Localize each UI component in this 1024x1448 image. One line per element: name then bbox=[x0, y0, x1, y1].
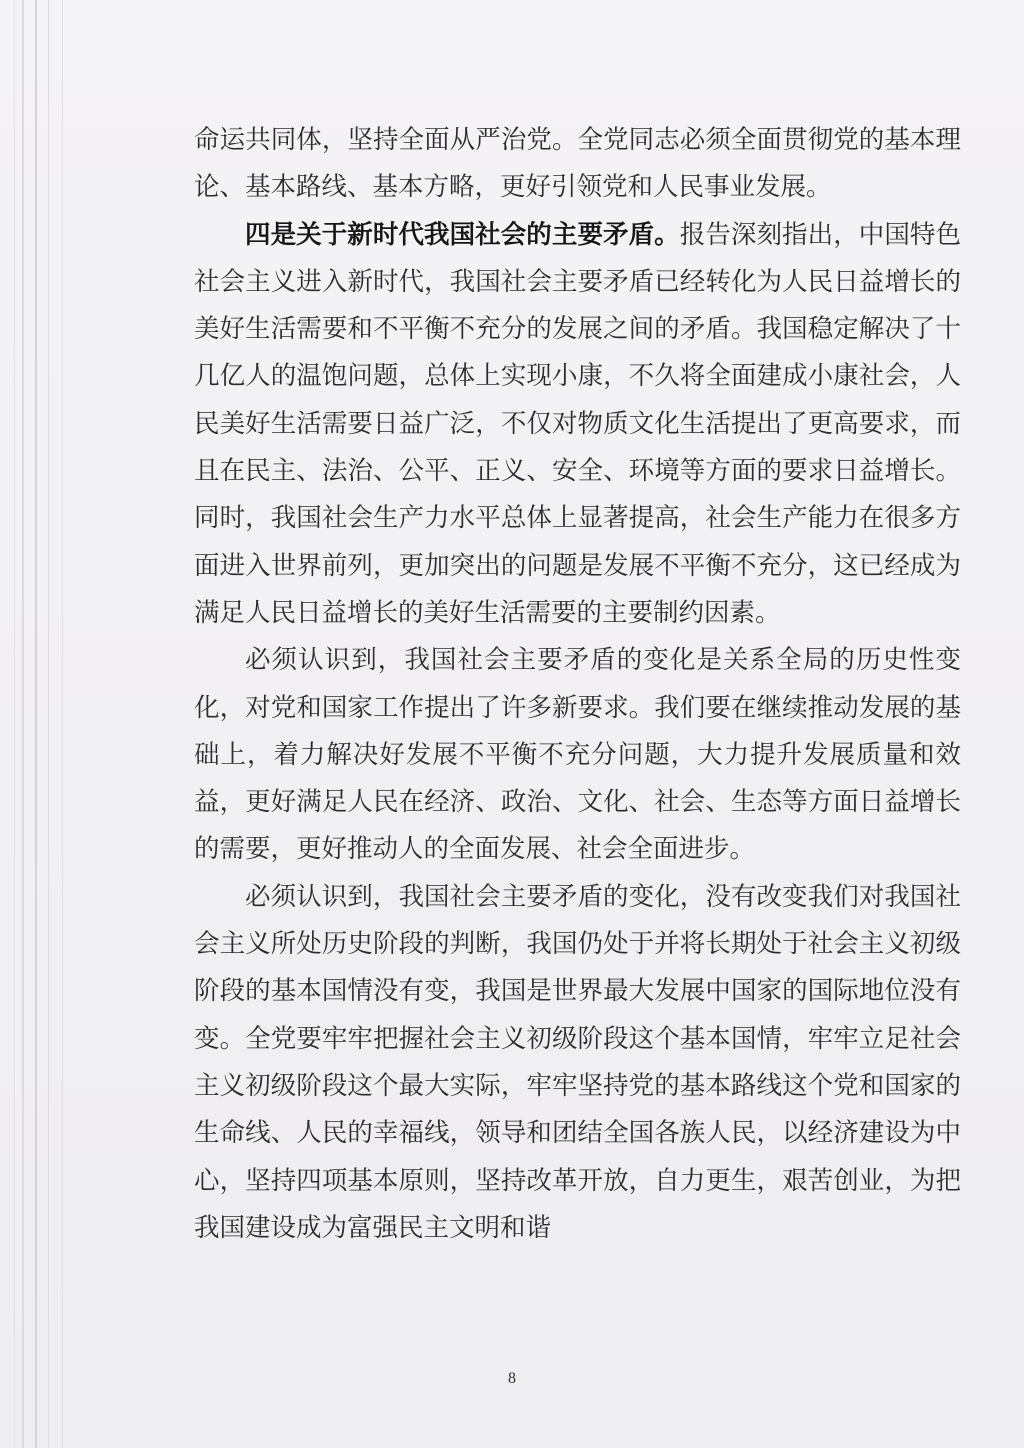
paragraph-recognition-1 bbox=[194, 637, 961, 873]
document-body bbox=[194, 117, 961, 1252]
page-edge-line bbox=[22, 0, 24, 1448]
paragraph-recognition-2 bbox=[194, 874, 961, 1252]
page-edge-line bbox=[48, 0, 49, 1448]
page-edge-line bbox=[14, 0, 15, 1448]
paragraph-text: 必须认识到，我国社会主要矛盾的变化，没有改变我们对我国社会主义所处历史阶段的判断，我国仍处于并将长期处于社会主义初级阶段的基本国情没有变，我国是世界最大发展中国家的国际地位没有变。全党要牢牢把握社会主义初级阶段这个基本国情，牢牢立足社会主义初级阶段这个最大实际，牢牢坚持党的基本路线这个党和国家的生命线、人民的幸福线，领导和团结全国各族人民，以经济建设为中心，坚持四项基本原则，坚持改革开放，自力更生，艰苦创业，为把我国建设成为富强民主文明和谐 bbox=[194, 881, 961, 1243]
paragraph-heading: 四是关于新时代我国社会的主要矛盾。 bbox=[245, 219, 680, 250]
paragraph-continuation bbox=[194, 117, 961, 212]
paragraph-main-contradiction bbox=[194, 212, 961, 638]
page-number: 8 bbox=[508, 1370, 516, 1387]
page-edge-line bbox=[35, 0, 37, 1448]
paragraph-text: 必须认识到，我国社会主要矛盾的变化是关系全局的历史性变化，对党和国家工作提出了许多新要求。我们要在继续推动发展的基础上，着力解决好发展不平衡不充分问题，大力提升发展质量和效益，更好满足人民在经济、政治、文化、社会、生态等方面日益增长的需要，更好推动人的全面发展、社会全面进步。 bbox=[194, 645, 961, 865]
paragraph-text: 报告深刻指出，中国特色社会主义进入新时代，我国社会主要矛盾已经转化为人民日益增长的美好生活需要和不平衡不充分的发展之间的矛盾。我国稳定解决了十几亿人的温饱问题，总体上实现小康，不久将全面建成小康社会，人民美好生活需要日益广泛，不仅对物质文化生活提出了更高要求，而且在民主、法治、公平、正义、安全、环境等方面的要求日益增长。同时，我国社会生产力水平总体上显著提高，社会生产能力在很多方面进入世界前列，更加突出的问题是发展不平衡不充分，这已经成为满足人民日益增长的美好生活需要的主要制约因素。 bbox=[194, 219, 961, 628]
page-edge-line bbox=[62, 0, 63, 1448]
paragraph-text: 命运共同体，坚持全面从严治党。全党同志必须全面贯彻党的基本理论、基本路线、基本方略，更好引领党和人民事业发展。 bbox=[194, 125, 961, 203]
